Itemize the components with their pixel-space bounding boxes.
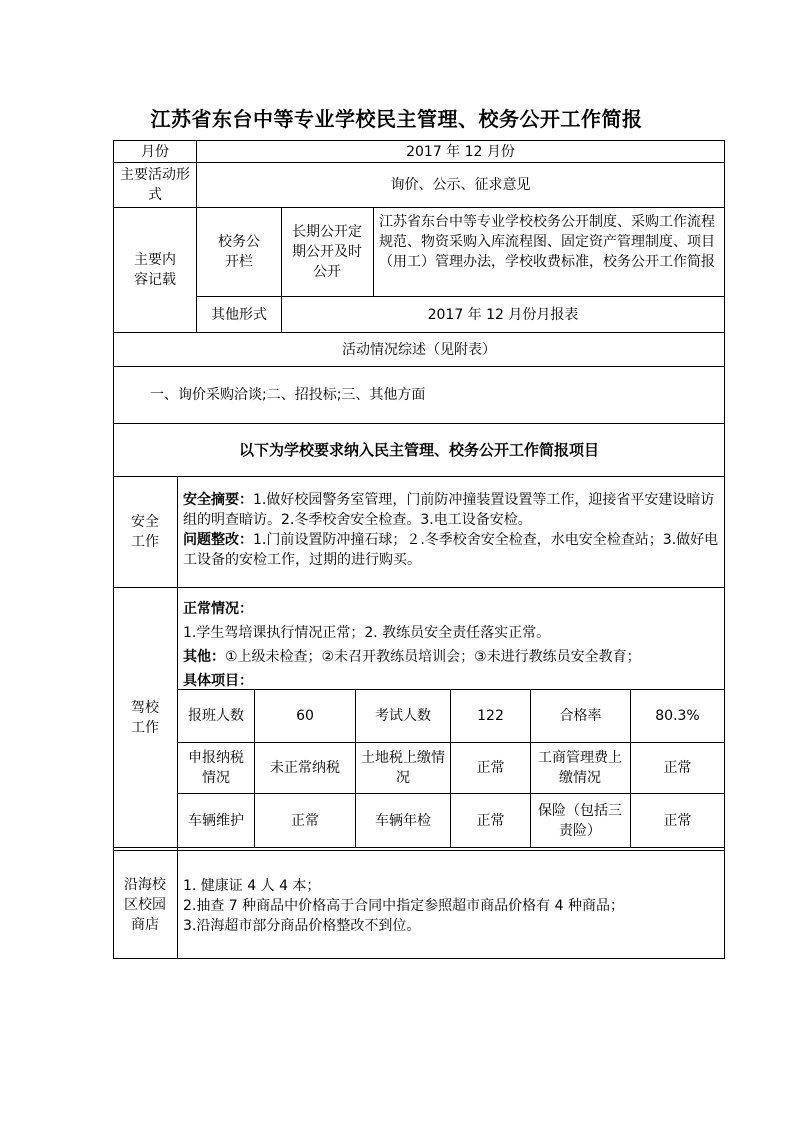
shop-content bbox=[183, 876, 721, 936]
grid-cell: 合格率 bbox=[559, 708, 602, 724]
shop-line-3: 3.沿海超市部分商品价格整改不到位。 bbox=[183, 918, 421, 934]
driving-normal-label: 正常情况： bbox=[183, 601, 253, 617]
other-form-label: 其他形式 bbox=[211, 306, 267, 323]
safety-fix-label: 问题整改： bbox=[183, 532, 253, 548]
month-label: 月份 bbox=[141, 143, 169, 160]
safety-label: 安全工作 bbox=[131, 514, 159, 550]
shop-label: 沿海校区校园商店 bbox=[124, 876, 166, 933]
shop-line-2: 2.抽查 7 种商品中价格高于合同中指定参照超市商品价格有 4 种商品； bbox=[183, 898, 624, 914]
month-value: 2017 年 12 月份 bbox=[406, 143, 515, 160]
activity-summary-label: 活动情况综述（见附表） bbox=[342, 341, 496, 358]
driving-content bbox=[183, 597, 721, 693]
grid-cell: 未正常纳税 bbox=[270, 760, 340, 776]
document-title: 江苏省东台中等专业学校民主管理、校务公开工作简报 bbox=[150, 107, 643, 131]
driving-normal-text: 1.学生驾培课执行情况正常；2. 教练员安全责任落实正常。 bbox=[183, 625, 551, 641]
grid-cell: 申报纳税情况 bbox=[188, 750, 244, 786]
safety-content bbox=[183, 490, 721, 570]
safety-fix-text: 1.门前设置防冲撞石球；２.冬季校舍安全检查，水电安全检查站；3.做好电工设备的安检工作，过期的进行购买。 bbox=[183, 532, 719, 568]
driving-other-label: 其他： bbox=[183, 649, 225, 665]
grid-cell: 土地税上缴情况 bbox=[361, 750, 445, 786]
grid-cell: 考试人数 bbox=[375, 708, 431, 724]
grid-cell: 正常 bbox=[663, 812, 692, 829]
board-label: 校务公开栏 bbox=[218, 234, 260, 270]
grid-cell: 正常 bbox=[291, 812, 319, 829]
driving-other-text: ①上级未检查；②未召开教练员培训会；③未进行教练员安全教育； bbox=[225, 649, 641, 665]
grid-cell: 60 bbox=[296, 708, 314, 724]
board-content: 江苏省东台中等专业学校校务公开制度、采购工作流程规范、物资采购入库流程图、固定资产管理制度、项目（用工）管理办法，学校收费标准，校务公开工作简报 bbox=[379, 214, 715, 270]
main-activity-label: 主要活动形式 bbox=[120, 167, 190, 203]
main-content-label: 主要内容记载 bbox=[134, 252, 176, 288]
main-activity-value: 询价、公示、征求意见 bbox=[390, 177, 531, 193]
board-types: 长期公开定期公开及时公开 bbox=[292, 224, 362, 280]
grid-cell: 车辆维护 bbox=[188, 812, 244, 829]
grid-cell: 正常 bbox=[476, 812, 505, 829]
section-header: 以下为学校要求纳入民主管理、校务公开工作简报项目 bbox=[238, 441, 599, 459]
grid-cell: 工商管理费上缴情况 bbox=[538, 750, 622, 786]
driving-items-label: 具体项目： bbox=[183, 673, 253, 689]
activity-summary-text: 一、询价采购洽谈;二、招投标;三、其他方面 bbox=[150, 387, 426, 403]
grid-cell: 正常 bbox=[663, 760, 692, 776]
grid-cell: 保险（包括三责险） bbox=[538, 802, 622, 839]
shop-line-1: 1. 健康证 4 人 4 本； bbox=[183, 878, 321, 894]
other-form-value: 2017 年 12 月份月报表 bbox=[427, 306, 579, 323]
driving-label: 驾校工作 bbox=[131, 699, 159, 736]
safety-summary-label: 安全摘要： bbox=[183, 492, 253, 508]
safety-summary-text: 1.做好校园警务室管理，门前防冲撞装置设置等工作，迎接省平安建设暗访组的明查暗访。2.冬季校舍安全检查。3.电工设备安检。 bbox=[183, 492, 715, 528]
grid-cell: 正常 bbox=[476, 760, 505, 776]
grid-cell: 80.3% bbox=[655, 708, 700, 724]
grid-cell: 122 bbox=[477, 708, 504, 724]
grid-cell: 车辆年检 bbox=[375, 812, 431, 829]
grid-cell: 报班人数 bbox=[188, 708, 244, 724]
